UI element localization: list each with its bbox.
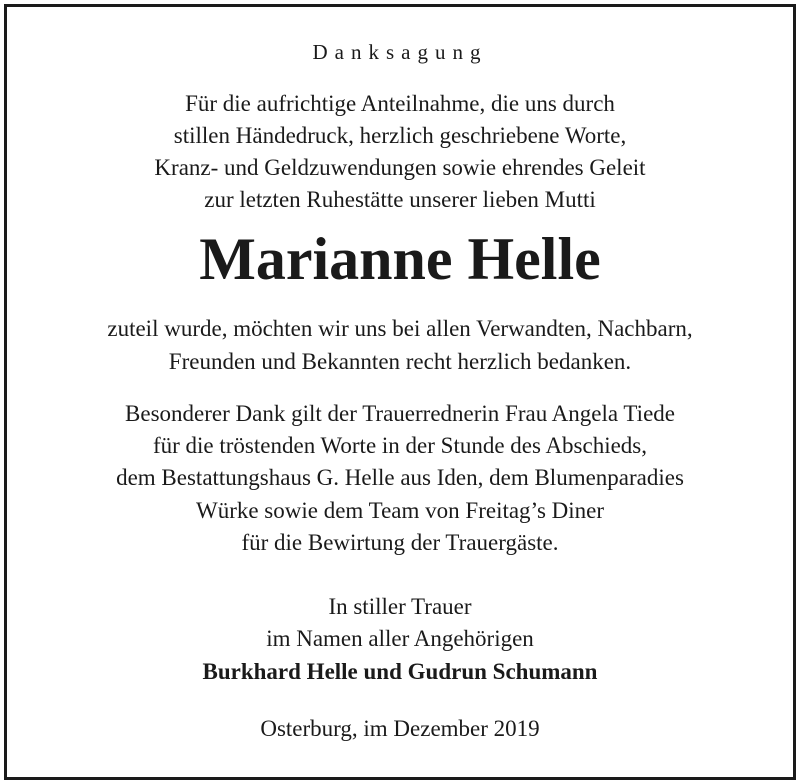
thanks-line: Freunden und Bekannten recht herzlich bedanken. — [168, 349, 632, 374]
notice-content — [7, 7, 793, 777]
deceased-name: Marianne Helle — [199, 226, 601, 292]
closing-line: In stiller Trauer — [328, 594, 472, 619]
closing-line: im Namen aller Angehörigen — [266, 626, 534, 651]
signers: Burkhard Helle und Gudrun Schumann — [202, 659, 598, 684]
intro-line: stillen Händedruck, herzlich geschriebene Worte, — [173, 123, 627, 148]
special-thanks-line: Besonderer Dank gilt der Trauerrednerin Frau Angela Tiede — [125, 401, 675, 426]
thanks-line: zuteil wurde, möchten wir uns bei allen Verwandten, Nachbarn, — [107, 316, 693, 341]
intro-line: Für die aufrichtige Anteilnahme, die uns durch — [185, 91, 615, 116]
intro-line: zur letzten Ruhestätte unserer lieben Mutti — [204, 187, 596, 212]
notice-frame — [4, 4, 796, 780]
special-thanks-line: dem Bestattungshaus G. Helle aus Iden, dem Blumenparadies — [116, 465, 684, 490]
intro-line: Kranz- und Geldzuwendungen sowie ehrendes Geleit — [154, 155, 646, 180]
special-thanks-line: für die Bewirtung der Trauergäste. — [241, 530, 559, 555]
notice-heading: Danksagung — [312, 40, 488, 64]
special-thanks-line: für die tröstenden Worte in der Stunde des Abschieds, — [152, 433, 648, 458]
special-thanks-line: Würke sowie dem Team von Freitag’s Diner — [195, 498, 605, 523]
place-date: Osterburg, im Dezember 2019 — [260, 716, 540, 741]
